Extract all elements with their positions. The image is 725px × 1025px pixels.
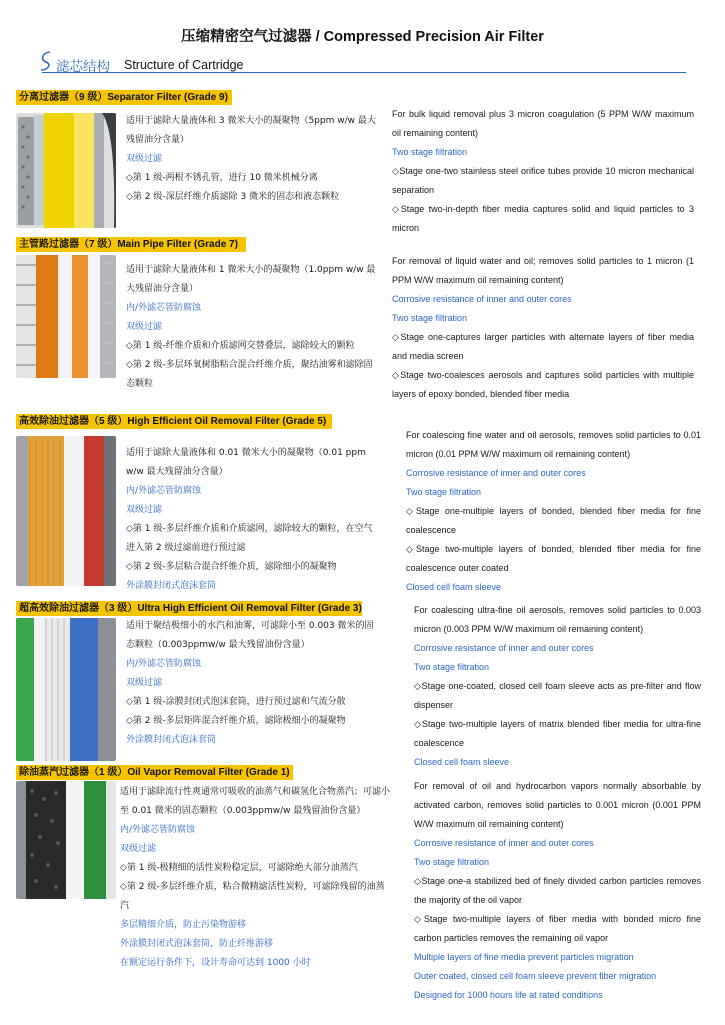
en-line: ◇Stage two-multiple layers of matrix blended fiber media for ultra-fine coalescence [414, 719, 701, 748]
cn-line: 适用于聚结极细小的水汽和油雾，可滤除小至 0.003 微米的固态颗粒（0.003ppmw/w 最大残留油份含量） [126, 621, 374, 650]
page-title: 压缩精密空气过滤器 / Compressed Precision Air Filter [181, 29, 544, 45]
en-line: For coalescing fine water and oil aerosols, removes solid particles to 0.01 micron (0.01 PPM W/W maximum oil remaining content) [406, 430, 701, 459]
en-line: Two stage filtration [414, 662, 490, 672]
cn-line: ◇第 2 级-多层粘合混合纤维介质，滤除细小的凝聚物 [126, 562, 337, 572]
section-cn-text [126, 112, 376, 207]
en-line: For bulk liquid removal plus 3 micron coagulation (5 PPM W/W maximum oil remaining content) [392, 109, 694, 138]
en-line: Multiple layers of fine media prevent particles migration [414, 952, 634, 962]
en-line: Two stage filtration [392, 147, 468, 157]
cn-line: ◇第 1 级-多层纤维介质和介质滤网，滤除较大的颗粒，在空气进入第 2 级过滤前进行预过滤 [126, 524, 373, 553]
cn-line: ◇第 2 级-多层矩阵混合纤维介质，滤除极细小的凝聚物 [126, 716, 346, 726]
section-en-text [414, 777, 701, 1005]
cn-line: 适用于滤除大量液体和 1 微米大小的凝聚物（1.0ppm w/w 最大残留油分含量） [126, 265, 376, 294]
en-line: Closed cell foam sleeve [414, 757, 510, 767]
cn-line: 外涂膜封闭式泡沫套筒 [126, 735, 217, 745]
cn-line: ◇第 1 级-两根不锈孔管，进行 10 微米机械分离 [126, 173, 318, 183]
cn-line: 内/外滤芯皆防腐蚀 [126, 303, 202, 313]
cn-line: 内/外滤芯皆防腐蚀 [126, 486, 202, 496]
cn-line: ◇第 2 级-深层纤维介质滤除 3 微米的固态和液态颗粒 [126, 192, 340, 202]
en-line: Designed for 1000 hours life at rated conditions [414, 990, 603, 1000]
cn-line: 双级过滤 [126, 322, 163, 332]
cartridge-heading-cn: 滤芯结构 [56, 59, 110, 75]
section-header: 超高效除油过滤器（3 级）Ultra High Efficient Oil Removal Filter (Grade 3) [16, 601, 362, 616]
en-line: For removal of oil and hydrocarbon vapors normally absorbable by activated carbon, removes solid particles to 0.001 micron (0.001 PPM W/W maximum oil remaining content) [414, 781, 701, 829]
separator-cartridge-image [16, 113, 116, 228]
en-line: For removal of liquid water and oil; removes solid particles to 1 micron (1 PPM W/W maximum oil remaining content) [392, 256, 694, 285]
oil-vapor-cartridge-image [16, 781, 116, 899]
en-line: ◇Stage one-multiple layers of bonded, blended fiber media for fine coalescence [406, 506, 701, 535]
section-cn-text [120, 783, 391, 973]
en-line: ◇Stage two-multiple layers of bonded, blended fiber media for fine coalescence outer coated [406, 544, 701, 573]
en-line: ◇Stage one-coated, closed cell foam sleeve acts as pre-filter and flow dispenser [414, 681, 701, 710]
cn-line: ◇第 1 级-纤维介质和介质滤网交替叠层，滤除较大的颗粒 [126, 341, 355, 351]
section-en-text [392, 252, 694, 404]
en-line: ◇Stage two-multiple layers of fiber media with bonded micro fine carbon particles removes the remaining oil vapor [414, 914, 701, 943]
cn-line: ◇第 2 级-多层环氧树脂粘合混合纤维介质，聚结油雾和滤除固态颗粒 [126, 360, 373, 389]
cn-line: ◇第 2 级-多层纤维介质，粘合微精滤活性炭粉，可滤除残留的油蒸汽 [120, 882, 385, 911]
cn-line: 内/外滤芯皆防腐蚀 [120, 825, 196, 835]
en-line: Two stage filtration [406, 487, 482, 497]
en-line: ◇Stage two-in-depth fiber media captures solid and liquid particles to 3 micron [392, 204, 694, 233]
main-pipe-cartridge-image [16, 255, 116, 378]
en-line: Corrosive resistance of inner and outer cores [406, 468, 586, 478]
cn-line: 外涂膜封闭式泡沫套筒 [126, 581, 217, 591]
ultra-high-efficient-cartridge-image [16, 618, 116, 761]
section-header: 分离过滤器（9 级）Separator Filter (Grade 9) [16, 90, 232, 105]
section-en-text [392, 105, 694, 238]
section-header: 高效除油过滤器（5 级）High Efficient Oil Removal Filter (Grade 5) [16, 414, 332, 429]
en-line: ◇Stage two-coalesces aerosols and captures solid particles with multiple layers of epoxy bonded, blended fiber media [392, 370, 694, 399]
en-line: Closed cell foam sleeve [406, 582, 502, 592]
en-line: Corrosive resistance of inner and outer cores [414, 643, 594, 653]
cn-line: 双级过滤 [126, 505, 163, 515]
section-cn-text [126, 261, 376, 394]
cartridge-heading-en: Structure of Cartridge [124, 58, 244, 72]
en-line: ◇Stage one-a stabilized bed of finely divided carbon particles removes the majority of the oil vapor [414, 876, 701, 905]
section-cn-text [126, 444, 376, 596]
cn-line: 在额定运行条件下，设计寿命可达到 1000 小时 [120, 958, 311, 968]
cn-line: 双级过滤 [126, 154, 163, 164]
en-line: Corrosive resistance of inner and outer cores [414, 838, 594, 848]
en-line: ◇Stage one-captures larger particles with alternate layers of fiber media and media screen [392, 332, 694, 361]
cn-line: 外涂膜封闭式泡沫套筒，防止纤维游移 [120, 939, 274, 949]
en-line: Two stage filtration [392, 313, 468, 323]
cartridge-heading [42, 52, 686, 73]
cn-line: 双级过滤 [126, 678, 163, 688]
section-header: 主管路过滤器（7 级）Main Pipe Filter (Grade 7) [16, 237, 246, 252]
en-line: Corrosive resistance of inner and outer cores [392, 294, 572, 304]
cn-line: 双级过滤 [120, 844, 157, 854]
en-line: Outer coated, closed cell foam sleeve prevent fiber migration [414, 971, 657, 981]
cn-line: 多层精细介质，防止污染物游移 [120, 920, 247, 930]
high-efficient-cartridge-image [16, 436, 116, 586]
en-line: Two stage filtration [414, 857, 490, 867]
cn-line: ◇第 1 级-涂膜封闭式泡沫套筒，进行预过滤和气流分散 [126, 697, 346, 707]
en-line: ◇Stage one-two stainless steel orifice tubes provide 10 micron mechanical separation [392, 166, 694, 195]
cn-line: 适用于滤除大量液体和 3 微米大小的凝聚物（5ppm w/w 最大残留油分含量） [126, 116, 376, 145]
cn-line: 适用于滤除大量液体和 0.01 微米大小的凝聚物（0.01 ppm w/w 最大残留油分含量） [126, 448, 366, 477]
section-en-text [406, 426, 701, 597]
cn-line: ◇第 1 级-极精细的活性炭粉稳定层，可滤除绝大部分油蒸汽 [120, 863, 358, 873]
cn-line: 适用于滤除流行性爽通常可吸收的油蒸气和碳氢化合物蒸汽；可滤小至 0.01 微米的固态颗粒（0.003ppmw/w 最残留油份含量） [120, 787, 391, 816]
section-en-text [414, 601, 701, 772]
section-cn-text [126, 617, 378, 750]
swirl-icon [38, 50, 56, 72]
cn-line: 内/外滤芯皆防腐蚀 [126, 659, 202, 669]
section-header: 除油蒸汽过滤器（1 级）Oil Vapor Removal Filter (Grade 1) [16, 765, 293, 780]
en-line: For coalescing ultra-fine oil aerosols, removes solid particles to 0.003 micron (0.003 PPM W/W maximum oil remaining content) [414, 605, 701, 634]
